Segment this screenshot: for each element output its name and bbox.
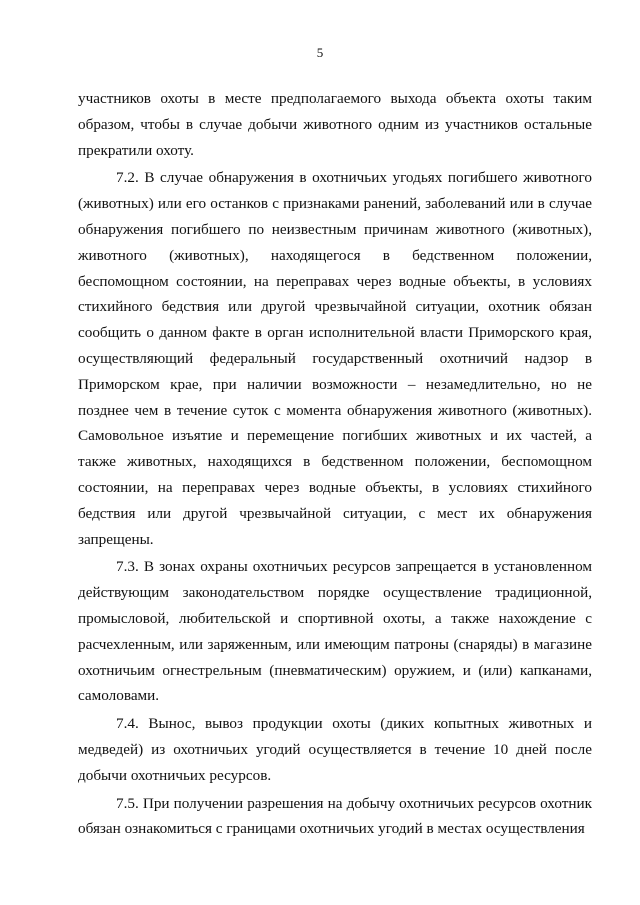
page-number: 5	[316, 45, 324, 60]
paragraph-continuation: участников охоты в месте предполагаемого выхода объекта охоты таким образом, чтобы в случае добычи животного одним из участников остальные прекратили охоту.	[78, 90, 592, 159]
paragraph-7-4: 7.4. Вынос, вывоз продукции охоты (диких копытных животных и медведей) из охотничьих угодий осуществляется в течение 10 дней после добычи охотничьих ресурсов.	[78, 715, 592, 784]
document-body	[78, 86, 592, 842]
paragraph-7-3: 7.3. В зонах охраны охотничьих ресурсов запрещается в установленном действующим законодательством порядке осуществление традиционной, промысловой, любительской и спортивной охоты, а также нахождение с расчехленным, или заряженным, или имеющим патроны (снаряды) в магазине охотничьим огнестрельным (пневматическим) оружием, и (или) капканами, самоловами.	[78, 558, 592, 705]
paragraph-7-2: 7.2. В случае обнаружения в охотничьих угодьях погибшего животного (животных) или его останков с признаками ранений, заболеваний или в случае обнаружения погибшего по неизвестным причинам животного (животных), животного (животных), находящегося в бедственном положении, беспомощном состоянии, на переправах через водные объекты, в условиях стихийного бедствия или другой чрезвычайной ситуации, охотник обязан сообщить о данном факте в орган исполнительной власти Приморского края, осуществляющий федеральный государственный охотничий надзор в Приморском крае, при наличии возможности – незамедлительно, но не позднее чем в течение суток с момента обнаружения животного (животных). Самовольное изъятие и перемещение погибших животных и их частей, а также животных, находящихся в бедственном положении, беспомощном состоянии, на переправах через водные объекты, в условиях стихийного бедствия или другой чрезвычайной ситуации, с мест их обнаружения запрещены.	[78, 169, 592, 548]
paragraph-7-5: 7.5. При получении разрешения на добычу охотничьих ресурсов охотник обязан ознакомиться с границами охотничьих угодий в местах осуществления	[78, 794, 592, 838]
